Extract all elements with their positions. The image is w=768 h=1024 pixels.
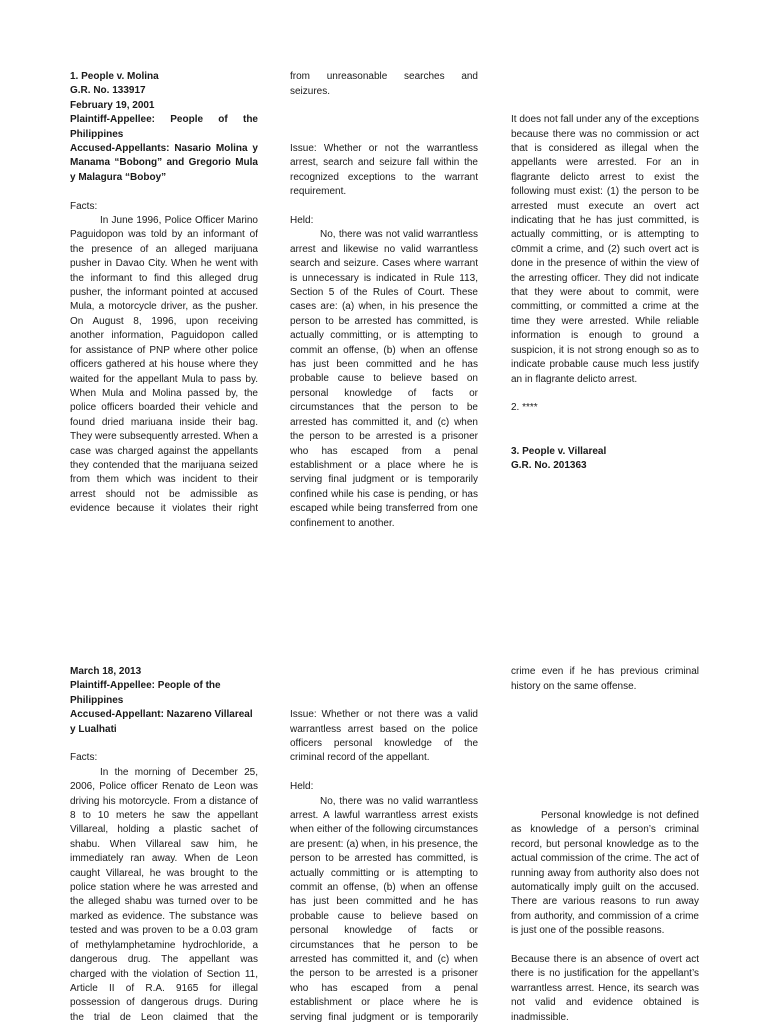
case3-issue: Issue: Whether or not there was a valid warrantless arrest based on the police officers personal knowledge of the criminal record of the appellant.	[290, 709, 478, 764]
case3-held-continued	[511, 665, 699, 795]
column-2-page2	[290, 665, 478, 1024]
page-bottom	[0, 655, 768, 1024]
case3-personal-knowledge: Personal knowledge is not defined as knowledge of a person’s criminal record, but personal knowledge as to the actual commission of the crime. The act of running away from authority also does not automatically imply guilt on the accused. There are various reasons to run away from authority, and commission of a crime is just one of the possible reasons.	[511, 809, 699, 937]
column-1	[70, 70, 258, 516]
case1-date: February 19, 2001	[70, 99, 155, 111]
case3-facts: In the morning of December 25, 2006, Police officer Renato de Leon was driving his motorcycle. From a distance of 8 to 10 meters he saw the appellant Villareal, holding a plastic sachet of shabu. When Villareal saw him, he immediately ran away. When de Leon caught Villareal, he was brought to the police station where he was arrested and the alleged shabu was turned over to be marked as evidence. The substance was tested and was proven to be a 0.03 gram of methylamphetamine hydrochloride, a dangerous drug. The appellant was charged with the violation of Section 11, Article II of R.A. 9165 for illegal possession of dangerous drugs. During the trial de Leon claimed that the	[70, 766, 258, 1023]
case1-held-flow	[290, 228, 478, 530]
case3-facts-flow	[70, 766, 258, 1024]
case1-issue: Issue: Whether or not the warrantless arrest, search and seizure fall within the recognized exceptions to the warrant requirement.	[290, 142, 478, 198]
case3-gr-no: G.R. No. 201363	[511, 459, 587, 471]
case3-plaintiff: Plaintiff-Appellee: People of the Philippines	[70, 680, 221, 706]
column-3-page2	[511, 665, 699, 1024]
case1-facts: In June 1996, Police Officer Marino Paguidopon was told by an informant of the presence of an alleged marijuana pusher in Davao City. When he went with the informant to find this alleged drug pusher, the informant pointed at accused Mula, a motorcycle driver, as the pusher. On August 8, 1996, upon receiving another information, Paguidopon called for assistance of PNP where other police officers gathered at his house where they waited for the appellant Mula to pass by. When Mula and Molina passed by, the police officers boarded their vehicle and found dried mariuana inside their bag. They were subsequently arrested. When a case was charged against the appellants they contended that the marijuana seized from them which was incident to their arrest should not be admissible as evidence because it violates their right	[70, 215, 258, 515]
case1-header	[70, 70, 258, 185]
case3-facts-label: Facts:	[70, 752, 98, 764]
case1-plaintiff: Plaintiff-Appellee: People of the Philippines	[70, 114, 258, 140]
case3-facts-continued	[290, 665, 478, 694]
case3-held-label: Held:	[290, 781, 314, 793]
case1-facts-continued	[290, 70, 478, 128]
case3-header-rest	[70, 665, 258, 737]
case1-title: 1. People v. Molina	[70, 71, 159, 82]
case1-held-label: Held:	[290, 215, 314, 226]
column-3	[511, 70, 699, 473]
case3-held: No, there was no valid warrantless arrest. A lawful warrantless arrest exists when either of the following circumstances are present: (a) when, in his presence, the person to be arrested has committed, is actually committing or is attempting to commit an offense, (b) when an offense has just been committed and he has probable cause to believe based on personal knowledge of facts or circumstances that he person to be arrested has committed it, and (c) when the person to be arrested is a prisoner who has escaped from a penal establishment or place where he is serving final judgment or is temporarily	[290, 795, 478, 1023]
case1-gr-no: G.R. No. 133917	[70, 85, 146, 97]
page-top	[0, 60, 768, 530]
case1-held: No, there was not valid warrantless arrest and likewise no valid warrantless search and seizure. Cases where warrant is unnecessary is indicated in Rule 113, Section 5 of the Rules of Court. These cases are: (a) when, in his presence the person to be arrested has committed, is actually committing, or is attempting to commit an offense, (b) when an offense has just been committed and he has probable cause to believe based on personal knowledge of facts or circumstances that the person to be arrested has committed it, and (c) when the person to be arrested is a prisoner who has escaped from a penal establishment or a place where he is serving final judgment or is temporarily confined while his case is pending, or has escaped while being transferred from one confinement to another.	[290, 229, 478, 529]
case3-header-start	[511, 445, 699, 474]
case1-analysis: It does not fall under any of the exceptions because there was no commission or act that is considered as illegal when the appellants were arrested. For an in flagrante delicto arrest to exist the following must exist: (1) the person to be arrested must execute an overt act indicating that he has just committed, is actually committing, or is attempting to c0mmit a crime, and (2) such overt act is done in the presence of within the view of the arresting officer. They did not indicate that they were about to commit, were committing, or committed a crime at the time they were arrested. While reliable information is enough to ground a suspicion, it is not strong enough so as to indicate probable cause much less justify an in flagrante delicto arrest.	[511, 114, 699, 385]
case2-placeholder: 2. ****	[511, 402, 538, 414]
case3-title: 3. People v. Villareal	[511, 445, 607, 457]
column-2	[290, 70, 478, 530]
case3-held-flow	[290, 795, 478, 1024]
case3-conclusion: Because there is an absence of overt act there is no justification for the appellant’s warrantless arrest. Hence, its search was not valid and evidence obtained is inadmissible.	[511, 954, 699, 1023]
case1-facts-flow	[70, 214, 258, 516]
case3-held-tail: crime even if he has previous criminal history on the same offense.	[511, 666, 699, 692]
case1-facts-label: Facts:	[70, 200, 98, 212]
case1-facts-tail: from unreasonable searches and seizures.	[290, 71, 478, 97]
case1-held-continued	[511, 70, 699, 99]
case3-accused: Accused-Appellant: Nazareno Villareal y Lualhati	[70, 709, 253, 735]
column-1-page2	[70, 665, 258, 1024]
case1-accused: Accused-Appellants: Nasario Molina y Manama “Bobong” and Gregorio Mula y Malagura “Boboy”	[70, 143, 258, 183]
case3-date: March 18, 2013	[70, 666, 142, 677]
